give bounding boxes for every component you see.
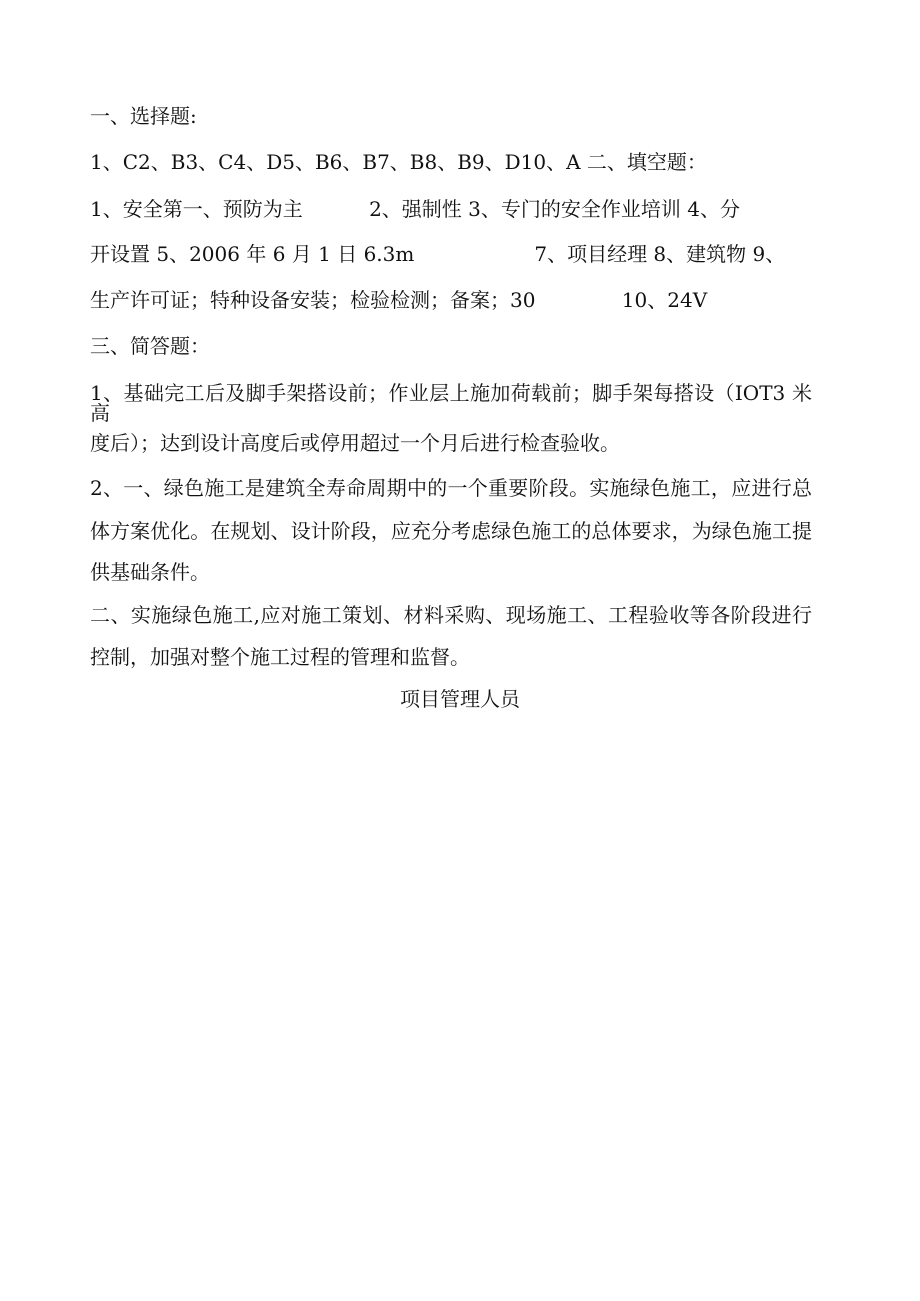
short-answer-1-line-2: 度后）；达到设计高度后或停用超过一个月后进行检查验收。	[90, 431, 620, 455]
section-heading-short-answer: 三、简答题：	[90, 334, 210, 358]
short-answer-2-line-2: 体方案优化。在规划、设计阶段，应充分考虑绿色施工的总体要求，为绿色施工提	[90, 519, 812, 543]
short-answer-1-line-1: 1、基础完工后及脚手架搭设前；作业层上施加荷载前；脚手架每搭设（IOT3 米高	[90, 381, 812, 425]
short-answer-2-line-1: 2、一、绿色施工是建筑全寿命周期中的一个重要阶段。实施绿色施工，应进行总	[90, 476, 812, 500]
short-answer-2-part-2-line-1: 二、实施绿色施工,应对施工策划、材料采购、现场施工、工程验收等各阶段进行	[90, 603, 812, 627]
signature-line: 项目管理人员	[400, 687, 520, 711]
short-answer-2-part-2-line-2: 控制，加强对整个施工过程的管理和监督。	[90, 645, 470, 669]
section-heading-choice: 一、选择题:	[90, 104, 197, 128]
short-answer-2-line-3: 供基础条件。	[90, 560, 210, 584]
choice-answers: 1、C2、B3、C4、D5、B6、B7、B8、B9、D10、A 二、填空题：	[90, 150, 707, 174]
fill-blank-answers-line-1: 1、安全第一、预防为主 2、强制性 3、专门的安全作业培训 4、分	[90, 197, 740, 221]
fill-blank-answers-line-2: 开设置 5、2006 年 6 月 1 日 6.3m 7、项目经理 8、建筑物 9、	[90, 242, 786, 266]
fill-blank-answers-line-3: 生产许可证；特种设备安装；检验检测；备案；30 10、24V	[90, 288, 708, 312]
